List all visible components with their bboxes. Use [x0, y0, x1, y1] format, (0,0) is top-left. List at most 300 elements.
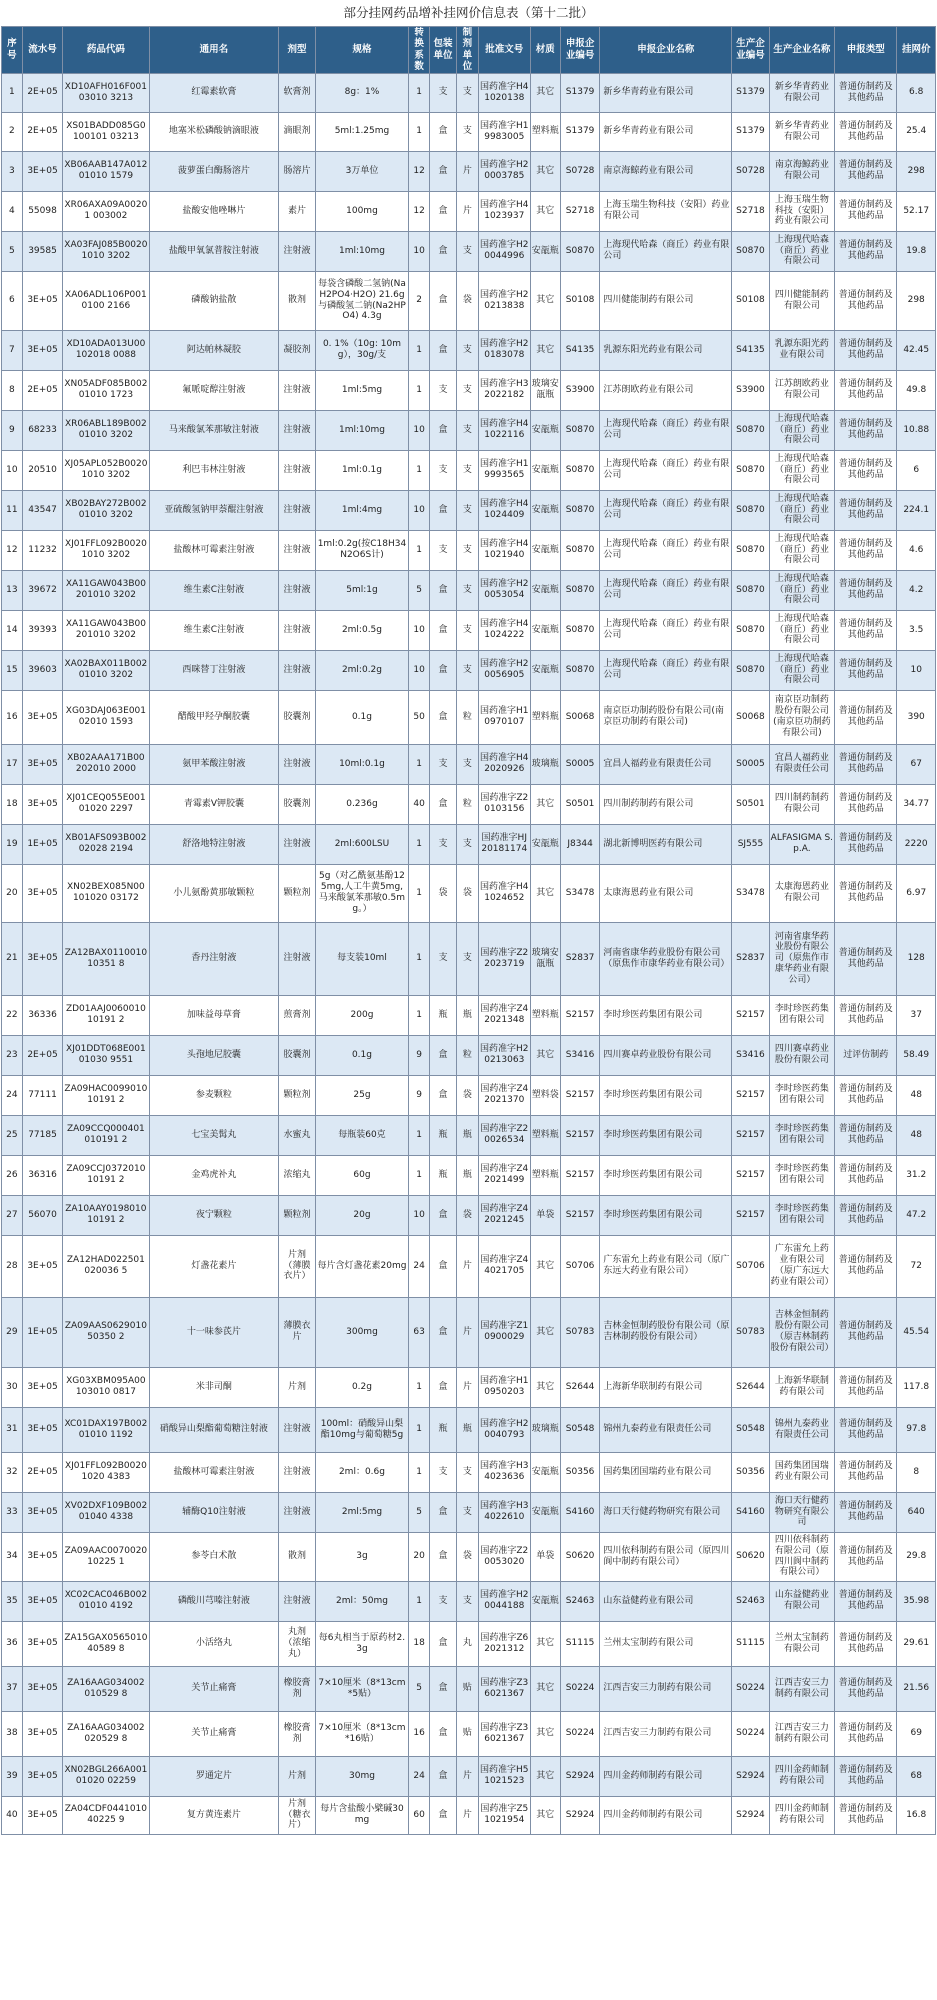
- row-number: 31: [2, 1407, 23, 1452]
- manufacturer-name: 上海现代哈森（商丘）药业有限公司: [769, 610, 834, 650]
- application-type: 普通仿制药及其他药品: [835, 151, 897, 191]
- material: 塑料瓶: [530, 995, 560, 1035]
- approval-number: 国药准字H51021523: [478, 1756, 530, 1796]
- application-type: 普通仿制药及其他药品: [835, 530, 897, 570]
- material: 单袋: [530, 1532, 560, 1581]
- preparation-unit: 片: [456, 1367, 478, 1407]
- listing-price: 52.17: [897, 191, 936, 231]
- applicant-name: 四川健能制药有限公司: [600, 271, 732, 330]
- generic-name: 关节止痛膏: [149, 1711, 279, 1756]
- conversion-factor: 1: [409, 1581, 430, 1621]
- manufacturer-code: S1115: [732, 1621, 769, 1666]
- applicant-code: S4135: [560, 330, 599, 370]
- specification: 2ml:600LSU: [315, 824, 409, 864]
- conversion-factor: 1: [409, 370, 430, 410]
- approval-number: 国药准字Z62021312: [478, 1621, 530, 1666]
- applicant-code: J8344: [560, 824, 599, 864]
- serial-number: 77111: [22, 1075, 63, 1115]
- material: 安瓿瓶: [530, 231, 560, 271]
- listing-price: 35.98: [897, 1581, 936, 1621]
- serial-number: 39672: [22, 570, 63, 610]
- conversion-factor: 1: [409, 864, 430, 922]
- material: 安瓿瓶: [530, 490, 560, 530]
- applicant-code: S1379: [560, 112, 599, 151]
- package-unit: 盒: [429, 690, 456, 744]
- conversion-factor: 1: [409, 1407, 430, 1452]
- listing-price: 67: [897, 744, 936, 784]
- table-row: [2, 1367, 936, 1407]
- conversion-factor: 10: [409, 610, 430, 650]
- material: 安瓿瓶: [530, 610, 560, 650]
- applicant-name: 李时珍医药集团有限公司: [600, 1195, 732, 1235]
- approval-number: 国药准字H20044188: [478, 1581, 530, 1621]
- row-number: 2: [2, 112, 23, 151]
- drug-code: ZA09CCQ000401010191 2: [63, 1115, 149, 1155]
- row-number: 32: [2, 1452, 23, 1492]
- manufacturer-code: S0620: [732, 1532, 769, 1581]
- manufacturer-code: S4160: [732, 1492, 769, 1532]
- applicant-code: S0706: [560, 1235, 599, 1297]
- drug-code: XB01AFS093B00202028 2194: [63, 824, 149, 864]
- manufacturer-code: S0706: [732, 1235, 769, 1297]
- listing-price: 6: [897, 450, 936, 490]
- serial-number: 2E+05: [22, 112, 63, 151]
- preparation-unit: 瓶: [456, 995, 478, 1035]
- manufacturer-code: S0068: [732, 690, 769, 744]
- dosage-form: 薄膜衣片: [279, 1297, 315, 1367]
- drug-code: ZA12HAD022501020036 5: [63, 1235, 149, 1297]
- conversion-factor: 1: [409, 530, 430, 570]
- serial-number: 3E+05: [22, 1581, 63, 1621]
- dosage-form: 颗粒剂: [279, 1075, 315, 1115]
- application-type: 普通仿制药及其他药品: [835, 73, 897, 112]
- generic-name: 辅酶Q10注射液: [149, 1492, 279, 1532]
- specification: 25g: [315, 1075, 409, 1115]
- manufacturer-code: S2157: [732, 1075, 769, 1115]
- applicant-name: 上海现代哈森（商丘）药业有限公司: [600, 610, 732, 650]
- applicant-code: S0870: [560, 570, 599, 610]
- applicant-name: 新乡华青药业有限公司: [600, 112, 732, 151]
- approval-number: 国药准字HJ20181174: [478, 824, 530, 864]
- applicant-code: S0548: [560, 1407, 599, 1452]
- conversion-factor: 10: [409, 410, 430, 450]
- package-unit: 袋: [429, 864, 456, 922]
- manufacturer-name: 李时珍医药集团有限公司: [769, 995, 834, 1035]
- application-type: 普通仿制药及其他药品: [835, 864, 897, 922]
- dosage-form: 水蜜丸: [279, 1115, 315, 1155]
- generic-name: 夜宁颗粒: [149, 1195, 279, 1235]
- generic-name: 关节止痛膏: [149, 1666, 279, 1711]
- manufacturer-name: 新乡华青药业有限公司: [769, 112, 834, 151]
- generic-name: 灯盏花素片: [149, 1235, 279, 1297]
- conversion-factor: 9: [409, 1035, 430, 1075]
- application-type: 普通仿制药及其他药品: [835, 450, 897, 490]
- application-type: 普通仿制药及其他药品: [835, 271, 897, 330]
- preparation-unit: 片: [456, 151, 478, 191]
- manufacturer-name: 李时珍医药集团有限公司: [769, 1195, 834, 1235]
- serial-number: 39585: [22, 231, 63, 271]
- manufacturer-code: S0870: [732, 530, 769, 570]
- manufacturer-code: S0870: [732, 410, 769, 450]
- manufacturer-code: S1379: [732, 73, 769, 112]
- dosage-form: 注射液: [279, 410, 315, 450]
- row-number: 36: [2, 1621, 23, 1666]
- dosage-form: 注射液: [279, 1492, 315, 1532]
- conversion-factor: 1: [409, 1155, 430, 1195]
- package-unit: 瓶: [429, 1155, 456, 1195]
- application-type: 普通仿制药及其他药品: [835, 610, 897, 650]
- preparation-unit: 支: [456, 824, 478, 864]
- generic-name: 罗通定片: [149, 1756, 279, 1796]
- manufacturer-code: S0870: [732, 231, 769, 271]
- material: 玻璃瓶: [530, 744, 560, 784]
- approval-number: 国药准字H41020138: [478, 73, 530, 112]
- package-unit: 盒: [429, 1075, 456, 1115]
- table-row: [2, 73, 936, 112]
- application-type: 过评仿制药: [835, 1035, 897, 1075]
- approval-number: 国药准字H34023636: [478, 1452, 530, 1492]
- conversion-factor: 24: [409, 1756, 430, 1796]
- serial-number: 3E+05: [22, 1756, 63, 1796]
- row-number: 7: [2, 330, 23, 370]
- drug-code: XC02CAC046B00201010 4192: [63, 1581, 149, 1621]
- preparation-unit: 支: [456, 610, 478, 650]
- listing-price: 10.88: [897, 410, 936, 450]
- preparation-unit: 片: [456, 1756, 478, 1796]
- specification: 5ml:1.25mg: [315, 112, 409, 151]
- applicant-code: S2157: [560, 995, 599, 1035]
- specification: 7×10厘米（8*13cm*16贴）: [315, 1711, 409, 1756]
- generic-name: 舒洛地特注射液: [149, 824, 279, 864]
- listing-price: 6.8: [897, 73, 936, 112]
- generic-name: 盐酸林可霉素注射液: [149, 530, 279, 570]
- drug-code: ZA09HAC009901010191 2: [63, 1075, 149, 1115]
- applicant-code: S0728: [560, 151, 599, 191]
- approval-number: 国药准字Z10900029: [478, 1297, 530, 1367]
- generic-name: 米非司酮: [149, 1367, 279, 1407]
- applicant-name: 江苏朗欧药业有限公司: [600, 370, 732, 410]
- manufacturer-code: SJ555: [732, 824, 769, 864]
- serial-number: 2E+05: [22, 1035, 63, 1075]
- listing-price: 48: [897, 1115, 936, 1155]
- preparation-unit: 袋: [456, 271, 478, 330]
- material: 其它: [530, 1297, 560, 1367]
- preparation-unit: 贴: [456, 1666, 478, 1711]
- column-header: 生产企业编号: [732, 27, 769, 74]
- package-unit: 盒: [429, 1367, 456, 1407]
- serial-number: 3E+05: [22, 744, 63, 784]
- material: 其它: [530, 1666, 560, 1711]
- column-header: 规格: [315, 27, 409, 74]
- manufacturer-code: S2157: [732, 1115, 769, 1155]
- approval-number: 国药准字Z20053020: [478, 1532, 530, 1581]
- manufacturer-name: 上海现代哈森（商丘）药业有限公司: [769, 490, 834, 530]
- specification: 5ml:1g: [315, 570, 409, 610]
- table-row: [2, 744, 936, 784]
- application-type: 普通仿制药及其他药品: [835, 330, 897, 370]
- conversion-factor: 1: [409, 112, 430, 151]
- manufacturer-name: 江西吉安三力制药有限公司: [769, 1711, 834, 1756]
- specification: 0.1g: [315, 1035, 409, 1075]
- manufacturer-code: S0224: [732, 1711, 769, 1756]
- drug-code: ZA09AAS062901050350 2: [63, 1297, 149, 1367]
- listing-price: 16.8: [897, 1796, 936, 1834]
- table-row: [2, 1492, 936, 1532]
- listing-price: 29.61: [897, 1621, 936, 1666]
- manufacturer-name: 上海现代哈森（商丘）药业有限公司: [769, 231, 834, 271]
- applicant-code: S2157: [560, 1195, 599, 1235]
- preparation-unit: 丸: [456, 1621, 478, 1666]
- serial-number: 3E+05: [22, 784, 63, 824]
- package-unit: 支: [429, 1581, 456, 1621]
- applicant-code: S1379: [560, 73, 599, 112]
- applicant-code: S2463: [560, 1581, 599, 1621]
- applicant-name: 上海现代哈森（商丘）药业有限公司: [600, 450, 732, 490]
- approval-number: 国药准字H10970107: [478, 690, 530, 744]
- specification: 2ml:0.2g: [315, 650, 409, 690]
- conversion-factor: 1: [409, 450, 430, 490]
- applicant-code: S0870: [560, 650, 599, 690]
- preparation-unit: 粒: [456, 690, 478, 744]
- table-row: [2, 271, 936, 330]
- package-unit: 盒: [429, 271, 456, 330]
- preparation-unit: 瓶: [456, 1115, 478, 1155]
- listing-price: 45.54: [897, 1297, 936, 1367]
- table-row: [2, 1621, 936, 1666]
- applicant-code: S2924: [560, 1796, 599, 1834]
- column-header: 申报企业名称: [600, 27, 732, 74]
- manufacturer-name: 李时珍医药集团有限公司: [769, 1075, 834, 1115]
- table-row: [2, 530, 936, 570]
- application-type: 普通仿制药及其他药品: [835, 231, 897, 271]
- row-number: 26: [2, 1155, 23, 1195]
- package-unit: 盒: [429, 1796, 456, 1834]
- generic-name: 利巴韦林注射液: [149, 450, 279, 490]
- approval-number: 国药准字H19993565: [478, 450, 530, 490]
- applicant-name: 李时珍医药集团有限公司: [600, 1155, 732, 1195]
- manufacturer-name: ALFASIGMA S.p.A.: [769, 824, 834, 864]
- conversion-factor: 10: [409, 650, 430, 690]
- table-row: [2, 1075, 936, 1115]
- column-header: 序号: [2, 27, 23, 74]
- serial-number: 20510: [22, 450, 63, 490]
- column-header: 流水号: [22, 27, 63, 74]
- application-type: 普通仿制药及其他药品: [835, 1367, 897, 1407]
- material: 安瓿瓶: [530, 530, 560, 570]
- material: 其它: [530, 864, 560, 922]
- dosage-form: 注射液: [279, 1452, 315, 1492]
- conversion-factor: 5: [409, 1666, 430, 1711]
- manufacturer-code: S3416: [732, 1035, 769, 1075]
- specification: 3g: [315, 1532, 409, 1581]
- specification: 200g: [315, 995, 409, 1035]
- package-unit: 支: [429, 370, 456, 410]
- manufacturer-name: 上海现代哈森（商丘）药业有限公司: [769, 530, 834, 570]
- package-unit: 支: [429, 824, 456, 864]
- application-type: 普通仿制药及其他药品: [835, 1492, 897, 1532]
- row-number: 22: [2, 995, 23, 1035]
- dosage-form: 片剂: [279, 1367, 315, 1407]
- package-unit: 盒: [429, 1532, 456, 1581]
- preparation-unit: 袋: [456, 1195, 478, 1235]
- drug-code: ZA15GAX056501040589 8: [63, 1621, 149, 1666]
- material: 安瓿瓶: [530, 410, 560, 450]
- approval-number: 国药准字H41024409: [478, 490, 530, 530]
- specification: 每支装10ml: [315, 922, 409, 995]
- package-unit: 盒: [429, 112, 456, 151]
- material: 其它: [530, 73, 560, 112]
- manufacturer-code: S0108: [732, 271, 769, 330]
- preparation-unit: 支: [456, 1581, 478, 1621]
- listing-price: 25.4: [897, 112, 936, 151]
- manufacturer-name: 山东益健药业有限公司: [769, 1581, 834, 1621]
- application-type: 普通仿制药及其他药品: [835, 650, 897, 690]
- serial-number: 3E+05: [22, 330, 63, 370]
- drug-code: XG03XBM095A00103010 0817: [63, 1367, 149, 1407]
- material: 其它: [530, 1711, 560, 1756]
- table-row: [2, 410, 936, 450]
- drug-code: XJ05APL052B00201010 3202: [63, 450, 149, 490]
- conversion-factor: 5: [409, 1492, 430, 1532]
- material: 其它: [530, 784, 560, 824]
- generic-name: 盐酸林可霉素注射液: [149, 1452, 279, 1492]
- generic-name: 马来酸氯苯那敏注射液: [149, 410, 279, 450]
- specification: 20g: [315, 1195, 409, 1235]
- applicant-name: 南京臣功制药股份有限公司(南京臣功制药有限公司): [600, 690, 732, 744]
- listing-price: 29.8: [897, 1532, 936, 1581]
- applicant-code: S0068: [560, 690, 599, 744]
- dosage-form: 胶囊剂: [279, 784, 315, 824]
- serial-number: 2E+05: [22, 73, 63, 112]
- row-number: 3: [2, 151, 23, 191]
- application-type: 普通仿制药及其他药品: [835, 1711, 897, 1756]
- row-number: 17: [2, 744, 23, 784]
- material: 其它: [530, 1796, 560, 1834]
- conversion-factor: 60: [409, 1796, 430, 1834]
- dosage-form: 注射液: [279, 450, 315, 490]
- conversion-factor: 12: [409, 191, 430, 231]
- conversion-factor: 1: [409, 73, 430, 112]
- applicant-name: 山东益健药业有限公司: [600, 1581, 732, 1621]
- row-number: 25: [2, 1115, 23, 1155]
- manufacturer-name: 乳源东阳光药业有限公司: [769, 330, 834, 370]
- listing-price: 117.8: [897, 1367, 936, 1407]
- manufacturer-name: 上海玉瑞生物科技（安阳）药业有限公司: [769, 191, 834, 231]
- drug-code: ZA09CCJ037201010191 2: [63, 1155, 149, 1195]
- serial-number: 36336: [22, 995, 63, 1035]
- manufacturer-name: 上海现代哈森（商丘）药业有限公司: [769, 570, 834, 610]
- drug-code: ZA16AAG034002010529 8: [63, 1666, 149, 1711]
- conversion-factor: 1: [409, 330, 430, 370]
- drug-code: ZA04CDF044101040225 9: [63, 1796, 149, 1834]
- generic-name: 西咪替丁注射液: [149, 650, 279, 690]
- applicant-name: 四川金药师制药有限公司: [600, 1796, 732, 1834]
- manufacturer-name: 李时珍医药集团有限公司: [769, 1155, 834, 1195]
- specification: 10ml:0.1g: [315, 744, 409, 784]
- specification: 0.1g: [315, 690, 409, 744]
- package-unit: 盒: [429, 1666, 456, 1711]
- column-header: 制剂单位: [456, 27, 478, 74]
- package-unit: 支: [429, 1452, 456, 1492]
- preparation-unit: 支: [456, 231, 478, 271]
- preparation-unit: 袋: [456, 1075, 478, 1115]
- table-row: [2, 1115, 936, 1155]
- drug-code: ZA12BAX011001010351 8: [63, 922, 149, 995]
- generic-name: 小活络丸: [149, 1621, 279, 1666]
- table-row: [2, 1581, 936, 1621]
- table-body: [2, 73, 936, 1834]
- drug-code: XA02BAX011B00201010 3202: [63, 650, 149, 690]
- table-row: [2, 1532, 936, 1581]
- specification: 1ml:0.1g: [315, 450, 409, 490]
- column-header: 申报类型: [835, 27, 897, 74]
- row-number: 15: [2, 650, 23, 690]
- application-type: 普通仿制药及其他药品: [835, 1796, 897, 1834]
- table-row: [2, 370, 936, 410]
- manufacturer-name: 江西吉安三力制药有限公司: [769, 1666, 834, 1711]
- manufacturer-name: 广东雷允上药业有限公司（原广东远大药业有限公司）: [769, 1235, 834, 1297]
- approval-number: 国药准字H20056905: [478, 650, 530, 690]
- package-unit: 盒: [429, 1195, 456, 1235]
- conversion-factor: 18: [409, 1621, 430, 1666]
- package-unit: 盒: [429, 1235, 456, 1297]
- dosage-form: 片剂（糖衣片）: [279, 1796, 315, 1834]
- application-type: 普通仿制药及其他药品: [835, 1581, 897, 1621]
- manufacturer-code: S2157: [732, 1195, 769, 1235]
- manufacturer-name: 李时珍医药集团有限公司: [769, 1115, 834, 1155]
- specification: 每瓶装60克: [315, 1115, 409, 1155]
- table-row: [2, 610, 936, 650]
- serial-number: 1E+05: [22, 824, 63, 864]
- table-row: [2, 1756, 936, 1796]
- material: 其它: [530, 1621, 560, 1666]
- listing-price: 47.2: [897, 1195, 936, 1235]
- manufacturer-name: 河南省康华药业股份有限公司（原焦作市康华药业有限公司）: [769, 922, 834, 995]
- drug-code: XC01DAX197B00201010 1192: [63, 1407, 149, 1452]
- row-number: 19: [2, 824, 23, 864]
- applicant-name: 海口天行健药物研究有限公司: [600, 1492, 732, 1532]
- applicant-code: S0870: [560, 610, 599, 650]
- manufacturer-code: S2157: [732, 1155, 769, 1195]
- material: 安瓿瓶: [530, 650, 560, 690]
- serial-number: 3E+05: [22, 1621, 63, 1666]
- row-number: 34: [2, 1532, 23, 1581]
- applicant-code: S2718: [560, 191, 599, 231]
- table-row: [2, 1235, 936, 1297]
- generic-name: 十一味参芪片: [149, 1297, 279, 1367]
- listing-price: 69: [897, 1711, 936, 1756]
- column-header: 转换系数: [409, 27, 430, 74]
- specification: 1ml:0.2g(按C18H34N2O6S计): [315, 530, 409, 570]
- approval-number: 国药准字H41023937: [478, 191, 530, 231]
- dosage-form: 片剂: [279, 1756, 315, 1796]
- application-type: 普通仿制药及其他药品: [835, 370, 897, 410]
- serial-number: 3E+05: [22, 1492, 63, 1532]
- serial-number: 1E+05: [22, 1297, 63, 1367]
- generic-name: 复方黄连素片: [149, 1796, 279, 1834]
- applicant-code: S1115: [560, 1621, 599, 1666]
- applicant-name: 上海现代哈森（商丘）药业有限公司: [600, 490, 732, 530]
- approval-number: 国药准字H20213063: [478, 1035, 530, 1075]
- generic-name: 盐酸甲氧氯普胺注射液: [149, 231, 279, 271]
- column-header: 材质: [530, 27, 560, 74]
- conversion-factor: 1: [409, 1115, 430, 1155]
- manufacturer-name: 太康海恩药业有限公司: [769, 864, 834, 922]
- application-type: 普通仿制药及其他药品: [835, 1155, 897, 1195]
- dosage-form: 注射液: [279, 610, 315, 650]
- application-type: 普通仿制药及其他药品: [835, 690, 897, 744]
- manufacturer-code: S2924: [732, 1756, 769, 1796]
